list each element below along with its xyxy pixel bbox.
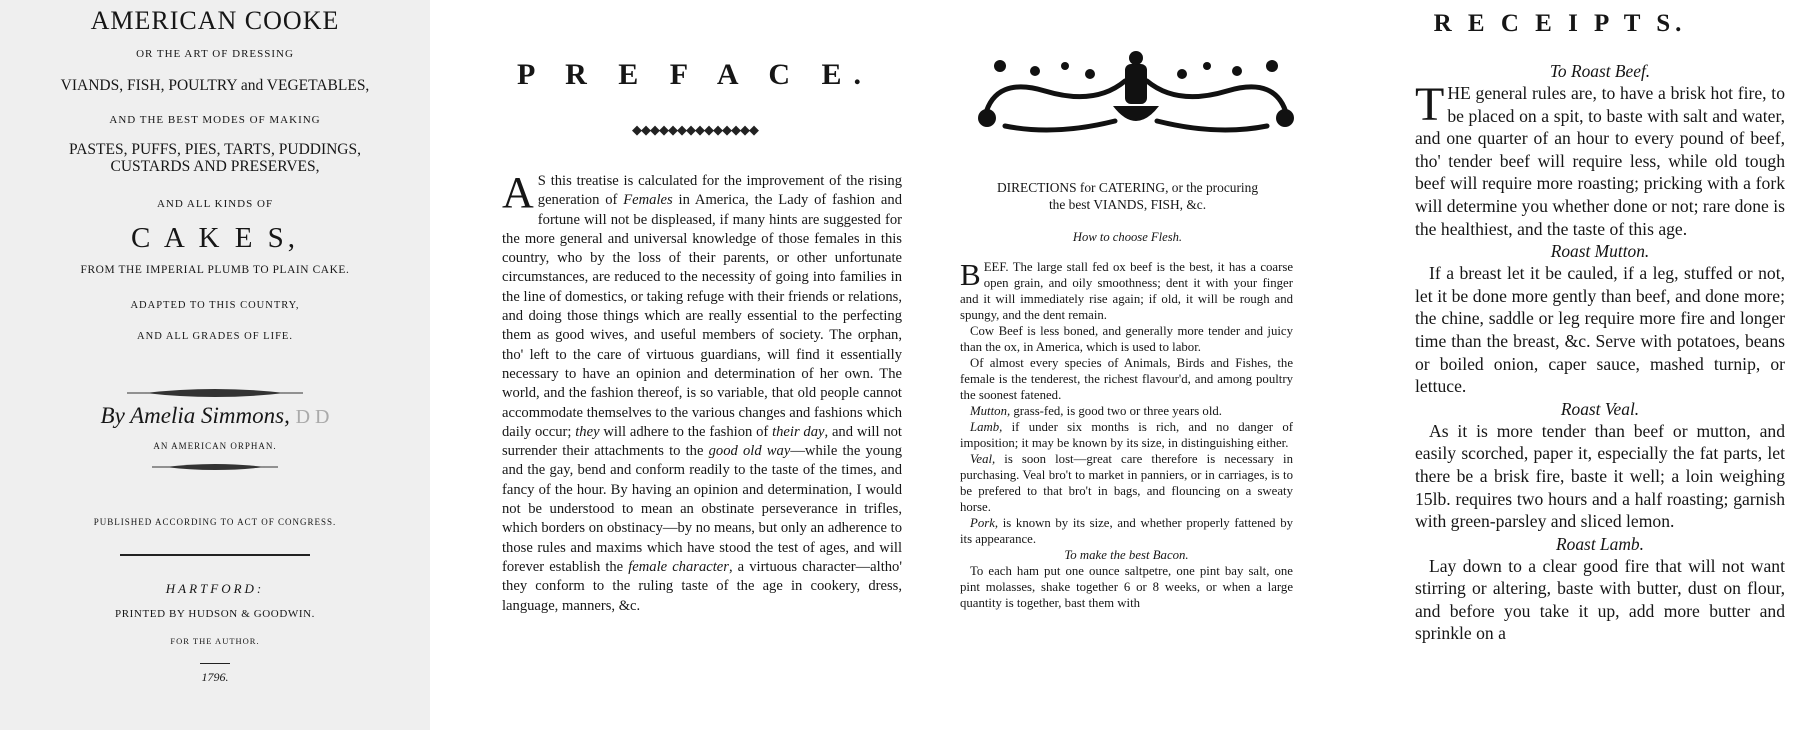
divider [200, 663, 230, 664]
published-line: PUBLISHED ACCORDING TO ACT OF CONGRESS. [93, 517, 337, 527]
paragraph: Cow Beef is less boned, and generally more tender and juicy than the ox, in America, which is used to labor. [960, 324, 1293, 354]
preface-text: , a virtuous character—altho' they conform to the ruling taste of the age in cookery, dress, language, manners, &c. [502, 558, 902, 614]
ornament-rule-icon [125, 386, 305, 400]
recipe-heading: Roast Veal. [1560, 398, 1640, 419]
title-line: VIANDS, FISH, POULTRY and VEGETABLES, [60, 77, 370, 94]
preface-text: , and will not surrender their attachments to the [502, 423, 902, 460]
divider [120, 554, 310, 556]
paragraph-text: EEF. The large stall fed ox beef is the best, it has a coarse open grain, and oily smoothness; dent it with your finger and it will immediately rise again; if old, it will be rough and spungy, and the dent remain. [960, 260, 1293, 322]
directions-heading [960, 180, 1295, 213]
title-line: AND ALL KINDS OF [156, 198, 274, 210]
paragraph-text: grass-fed, is good two or three years old. [1010, 404, 1222, 418]
directions-subheading: How to choose Flesh. [1072, 230, 1183, 244]
recipe-text: Lay down to a clear good fire that will not want stirring or altering, baste with butter, dust on flour, and before you take it up, add more butter and sprinkle on a [1415, 555, 1785, 644]
paragraph-text: is soon lost—great care therefore is necessary in purchasing. Veal bro't to market in panniers, or in carriages, is to be prefered to that bro't in bags, and flouncing on a sweaty horse. [960, 452, 1293, 514]
recipe-heading: To Roast Beef. [1549, 61, 1651, 81]
directions-body [960, 259, 1293, 611]
paragraph-text: if under six months is rich, and no danger of imposition; it may be known by its size, in distinguishing either. [960, 420, 1293, 450]
paragraph [960, 515, 1293, 547]
ornament-rule-icon [150, 460, 280, 474]
label: Lamb, [970, 420, 1003, 434]
paragraph [960, 403, 1293, 419]
recipe-text: As it is more tender than beef or mutton, and easily scorched, paper it, especially the fat parts, let there be a brisk fire, baste it well; a loin weighing 15lb. requires two hours and a half roasting; garnish with green-parsley and sliced lemon. [1415, 420, 1785, 532]
preface-emphasis: Females [623, 192, 673, 209]
recipe-heading: Roast Lamb. [1556, 533, 1644, 554]
printer-line: PRINTED BY HUDSON & GOODWIN. [114, 608, 316, 620]
diamond-rule-icon: ◆◆◆◆◆◆◆◆◆◆◆◆◆◆ [632, 122, 758, 137]
recipe-text: If a breast let it be cauled, if a leg, stuffed or not, let it be done more gently than beef, and done more; the chine, saddle or leg require more fire and longer time than the breast, &c. Serve with potatoes, beans or boiled onion, caper sauce, mashed turnip, or lettuce. [1415, 263, 1785, 397]
directions-page [960, 0, 1325, 730]
place-line: HARTFORD: [165, 581, 265, 596]
title-line: ADAPTED TO THIS COUNTRY, [130, 300, 300, 311]
receipts-heading: R E C E I P T S. [1433, 10, 1687, 37]
title-line: FROM THE IMPERIAL PLUMB TO PLAIN CAKE. [80, 264, 350, 276]
author-name: By Amelia Simmons, [100, 403, 290, 428]
title-line: OR THE ART OF DRESSING [136, 48, 294, 60]
drop-cap: A [502, 168, 534, 217]
author-description: AN AMERICAN ORPHAN. [153, 441, 277, 451]
preface-emphasis: female character [628, 558, 729, 575]
bacon-heading: To make the best Bacon. [1064, 548, 1189, 562]
recipe-text [1415, 78, 1785, 240]
paragraph-text: HE general rules are, to have a brisk hot fire, to be placed on a spit, to baste with salt and water, and one quarter of an hour to every pound of beef, tho' tender beef will require less, while old tough beef will require more roasting; pricking with a fork will determine you whether done or not; rare done is the healthiest, and the taste of this age. [1415, 83, 1785, 239]
label: Veal, [970, 452, 996, 466]
preface-text: in America, the Lady of fashion and fortune will not be displeased, if many hints are suggested for the more general and universal knowledge of those females in this country, who by the loss of their parents, or other unfortunate circumstances, are reduced to the necessity of going into families in the line of domestics, or taking refuge with their friends or relations, and doing those things which are really essential to the perfecting them as good wives, and useful members of society. The orphan, tho' left to the care of virtuous guardians, will find it essentially necessary to have an opinion and determination of her own. The world, and the fashion thereof, is so variable, that old people cannot accommodate themselves to the various changes and fashions which daily occur; [502, 192, 902, 440]
author-suffix: D D [295, 406, 330, 428]
preface-text: —while the young and the gay, bend and conform readily to the taste of the times, and fancy of the hour. By having an opinion and determination, I would not be understood to mean an obstinate perseverance in trifles, which borders on obstinacy—by no means, but only an adherence to those rules and maxims which have stood the test of ages, and will forever establish the [502, 443, 903, 575]
paragraph [960, 419, 1293, 451]
heading-line: DIRECTIONS for CATERING, or the procuring [996, 180, 1259, 195]
paragraph [960, 259, 1293, 323]
receipts-page [1325, 0, 1800, 730]
title-line: PASTES, PUFFS, PIES, TARTS, PUDDINGS, [69, 141, 361, 158]
drop-cap: T [1415, 78, 1445, 131]
preface-emphasis: good old way [708, 443, 791, 460]
paragraph-text: is known by its size, and whether properly fattened by its appearance. [960, 516, 1293, 546]
heading-line: the best VIANDS, FISH, &c. [1048, 196, 1207, 212]
preface-heading: P R E F A C E. [516, 58, 874, 91]
preface-emphasis: they [575, 423, 600, 440]
title-line: AND THE BEST MODES OF MAKING [109, 114, 321, 126]
label: Pork, [970, 516, 999, 530]
cakes-heading: C A K E S, [130, 222, 300, 254]
paragraph: To each ham put one ounce saltpetre, one pint bay salt, one pint molasses, shake together 6 or 8 weeks, or when a large quantity is together, bast them with [960, 564, 1293, 610]
author-line [0, 403, 430, 429]
book-title: AMERICAN COOKE [90, 6, 340, 35]
title-page [0, 0, 430, 730]
year: 1796. [201, 670, 229, 684]
paragraph [960, 451, 1293, 515]
paragraph: Of almost every species of Animals, Birds and Fishes, the female is the tenderest, the richest flavour'd, and among poultry the soonest fatened. [960, 356, 1293, 402]
label: Mutton, [970, 404, 1011, 418]
preface-text: S this treatise is calculated for the improvement of the rising generation of [537, 173, 902, 209]
title-line: AND ALL GRADES OF LIFE. [137, 331, 293, 342]
receipts-body [1415, 60, 1785, 645]
preface-emphasis: their day [772, 423, 825, 440]
title-line: CUSTARDS AND PRESERVES, [110, 158, 320, 175]
recipe-heading: Roast Mutton. [1550, 241, 1650, 262]
preface-text: will adhere to the fashion of [599, 423, 773, 440]
preface-body [502, 168, 903, 616]
for-author-line: FOR THE AUTHOR. [170, 636, 260, 646]
preface-page [430, 0, 960, 730]
drop-cap: B [960, 257, 981, 292]
scroll-ornament-icon [975, 46, 1297, 138]
